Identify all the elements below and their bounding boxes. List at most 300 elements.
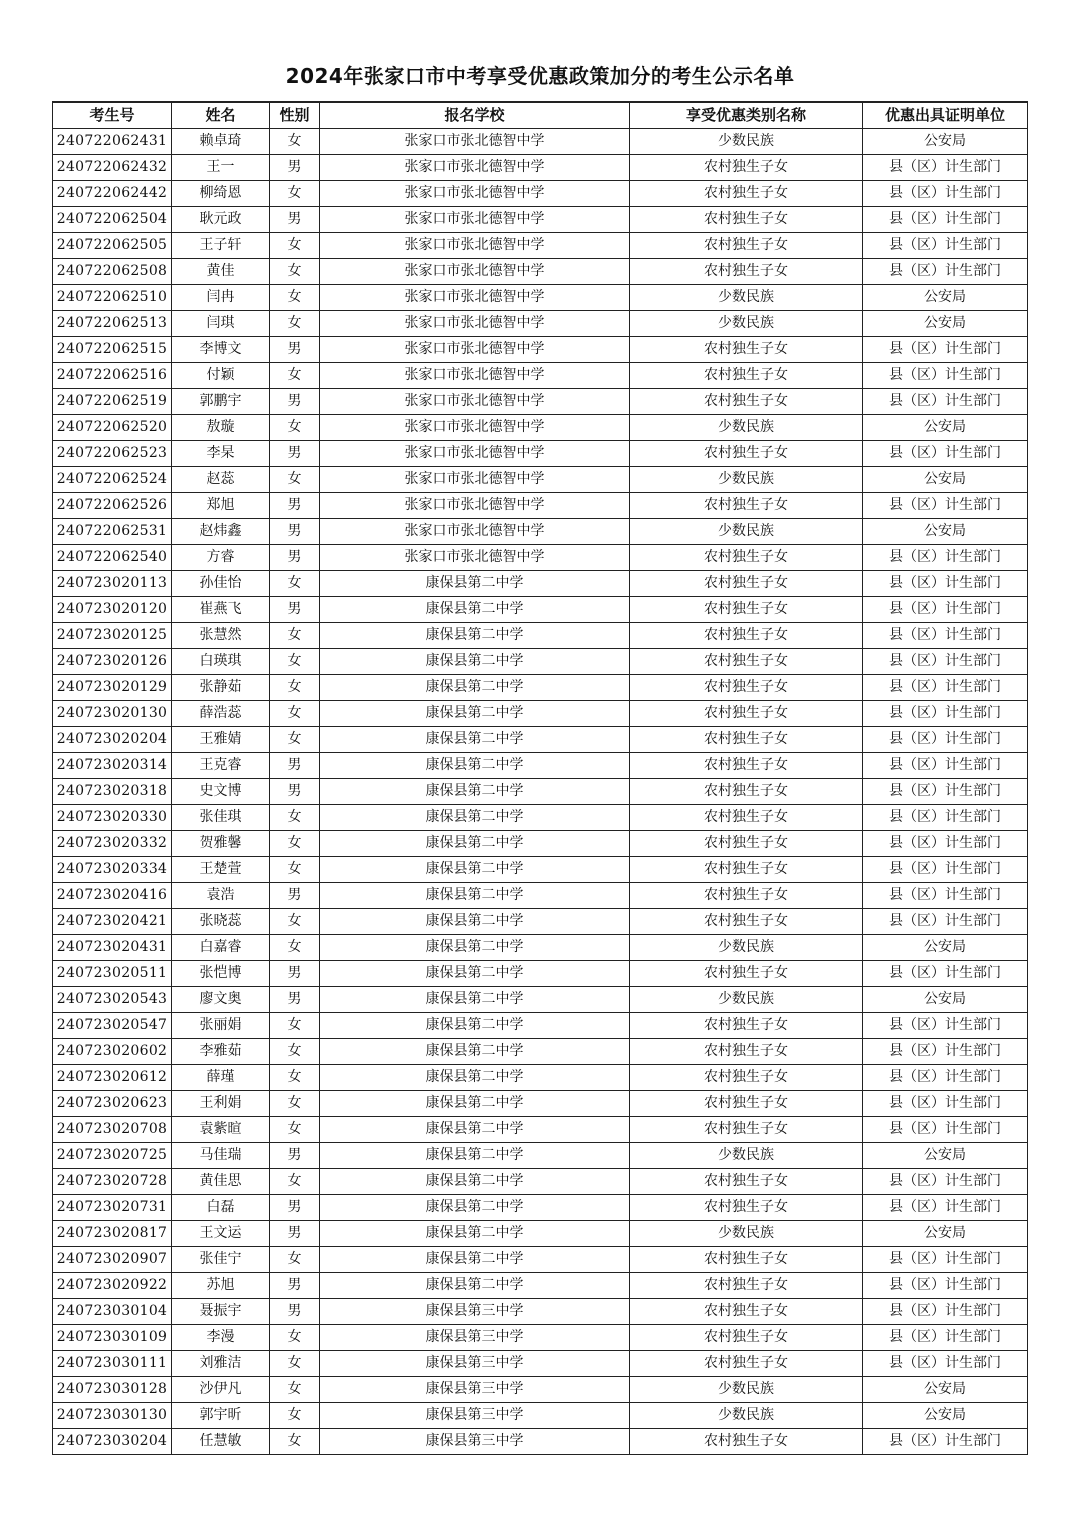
category-cell: 农村独生子女 — [630, 545, 863, 571]
school-cell: 康保县第二中学 — [320, 571, 630, 597]
issuer-cell: 县（区）计生部门 — [863, 571, 1028, 597]
school-cell: 康保县第二中学 — [320, 857, 630, 883]
gender-cell: 女 — [270, 233, 320, 259]
school-cell: 康保县第二中学 — [320, 727, 630, 753]
category-cell: 农村独生子女 — [630, 207, 863, 233]
table-row — [53, 675, 1028, 701]
exam-id-cell: 240723020547 — [53, 1013, 172, 1039]
exam-id-cell: 240723030111 — [53, 1351, 172, 1377]
category-cell: 少数民族 — [630, 1221, 863, 1247]
school-cell: 康保县第二中学 — [320, 883, 630, 909]
category-cell: 农村独生子女 — [630, 779, 863, 805]
name-cell: 沙伊凡 — [172, 1377, 270, 1403]
table-row — [53, 1169, 1028, 1195]
school-cell: 康保县第二中学 — [320, 1013, 630, 1039]
exam-id-cell: 240722062519 — [53, 389, 172, 415]
issuer-cell: 县（区）计生部门 — [863, 1429, 1028, 1455]
table-row — [53, 545, 1028, 571]
issuer-cell: 县（区）计生部门 — [863, 181, 1028, 207]
gender-cell: 女 — [270, 1039, 320, 1065]
name-cell: 王一 — [172, 155, 270, 181]
name-cell: 李漫 — [172, 1325, 270, 1351]
gender-cell: 女 — [270, 467, 320, 493]
name-cell: 耿元政 — [172, 207, 270, 233]
issuer-cell: 县（区）计生部门 — [863, 1013, 1028, 1039]
school-cell: 康保县第二中学 — [320, 1065, 630, 1091]
table-row — [53, 1299, 1028, 1325]
gender-cell: 女 — [270, 1325, 320, 1351]
category-cell: 农村独生子女 — [630, 1351, 863, 1377]
name-cell: 王文运 — [172, 1221, 270, 1247]
table-row — [53, 935, 1028, 961]
issuer-cell: 县（区）计生部门 — [863, 1039, 1028, 1065]
school-cell: 康保县第二中学 — [320, 623, 630, 649]
issuer-cell: 县（区）计生部门 — [863, 337, 1028, 363]
category-cell: 农村独生子女 — [630, 649, 863, 675]
school-cell: 康保县第三中学 — [320, 1403, 630, 1429]
school-cell: 张家口市张北德智中学 — [320, 519, 630, 545]
gender-cell: 女 — [270, 1403, 320, 1429]
gender-cell: 女 — [270, 935, 320, 961]
exam-id-cell: 240723020612 — [53, 1065, 172, 1091]
school-cell: 张家口市张北德智中学 — [320, 233, 630, 259]
exam-id-cell: 240722062513 — [53, 311, 172, 337]
name-cell: 郭鹏宇 — [172, 389, 270, 415]
gender-cell: 女 — [270, 1377, 320, 1403]
school-cell: 张家口市张北德智中学 — [320, 441, 630, 467]
issuer-cell: 公安局 — [863, 467, 1028, 493]
table-row — [53, 961, 1028, 987]
category-cell: 农村独生子女 — [630, 1091, 863, 1117]
school-cell: 张家口市张北德智中学 — [320, 129, 630, 155]
exam-id-cell: 240723020421 — [53, 909, 172, 935]
issuer-cell: 县（区）计生部门 — [863, 597, 1028, 623]
category-cell: 农村独生子女 — [630, 155, 863, 181]
issuer-cell: 县（区）计生部门 — [863, 1247, 1028, 1273]
table-row — [53, 207, 1028, 233]
exam-id-cell: 240723020416 — [53, 883, 172, 909]
issuer-cell: 县（区）计生部门 — [863, 649, 1028, 675]
exam-id-cell: 240723030104 — [53, 1299, 172, 1325]
exam-id-cell: 240722062431 — [53, 129, 172, 155]
gender-cell: 女 — [270, 831, 320, 857]
table-row — [53, 1117, 1028, 1143]
name-cell: 方睿 — [172, 545, 270, 571]
exam-id-cell: 240723020725 — [53, 1143, 172, 1169]
exam-id-cell: 240723020314 — [53, 753, 172, 779]
table-row — [53, 701, 1028, 727]
issuer-cell: 县（区）计生部门 — [863, 1195, 1028, 1221]
school-cell: 张家口市张北德智中学 — [320, 181, 630, 207]
name-cell: 廖文奥 — [172, 987, 270, 1013]
gender-cell: 女 — [270, 1065, 320, 1091]
name-cell: 赖卓琦 — [172, 129, 270, 155]
school-cell: 康保县第三中学 — [320, 1299, 630, 1325]
table-row — [53, 857, 1028, 883]
issuer-cell: 公安局 — [863, 311, 1028, 337]
page-title: 2024年张家口市中考享受优惠政策加分的考生公示名单 — [285, 64, 795, 88]
exam-id-cell: 240723030109 — [53, 1325, 172, 1351]
table-row — [53, 1195, 1028, 1221]
category-cell: 农村独生子女 — [630, 1299, 863, 1325]
category-cell: 农村独生子女 — [630, 1325, 863, 1351]
table-row — [53, 571, 1028, 597]
table-row — [53, 129, 1028, 155]
candidate-table — [52, 101, 1028, 1455]
name-cell: 闫冉 — [172, 285, 270, 311]
school-cell: 张家口市张北德智中学 — [320, 285, 630, 311]
gender-cell: 女 — [270, 909, 320, 935]
school-cell: 康保县第二中学 — [320, 831, 630, 857]
exam-id-cell: 240723020731 — [53, 1195, 172, 1221]
table-row — [53, 363, 1028, 389]
table-row — [53, 1351, 1028, 1377]
gender-cell: 女 — [270, 415, 320, 441]
issuer-cell: 县（区）计生部门 — [863, 1169, 1028, 1195]
name-cell: 闫琪 — [172, 311, 270, 337]
name-cell: 苏旭 — [172, 1273, 270, 1299]
school-cell: 康保县第二中学 — [320, 1273, 630, 1299]
school-cell: 康保县第二中学 — [320, 1143, 630, 1169]
category-cell: 农村独生子女 — [630, 701, 863, 727]
issuer-cell: 县（区）计生部门 — [863, 675, 1028, 701]
issuer-cell: 县（区）计生部门 — [863, 233, 1028, 259]
table-row — [53, 1325, 1028, 1351]
issuer-cell: 县（区）计生部门 — [863, 363, 1028, 389]
category-cell: 农村独生子女 — [630, 727, 863, 753]
header-gender: 性别 — [270, 102, 320, 129]
name-cell: 张丽娟 — [172, 1013, 270, 1039]
header-category: 享受优惠类别名称 — [630, 102, 863, 129]
gender-cell: 男 — [270, 1143, 320, 1169]
category-cell: 农村独生子女 — [630, 441, 863, 467]
name-cell: 袁浩 — [172, 883, 270, 909]
school-cell: 康保县第二中学 — [320, 1039, 630, 1065]
issuer-cell: 公安局 — [863, 935, 1028, 961]
exam-id-cell: 240723020922 — [53, 1273, 172, 1299]
gender-cell: 男 — [270, 961, 320, 987]
table-row — [53, 727, 1028, 753]
exam-id-cell: 240722062520 — [53, 415, 172, 441]
issuer-cell: 县（区）计生部门 — [863, 779, 1028, 805]
school-cell: 康保县第二中学 — [320, 987, 630, 1013]
category-cell: 少数民族 — [630, 311, 863, 337]
exam-id-cell: 240722062504 — [53, 207, 172, 233]
gender-cell: 女 — [270, 129, 320, 155]
school-cell: 张家口市张北德智中学 — [320, 467, 630, 493]
school-cell: 康保县第二中学 — [320, 1195, 630, 1221]
issuer-cell: 县（区）计生部门 — [863, 1299, 1028, 1325]
school-cell: 张家口市张北德智中学 — [320, 259, 630, 285]
issuer-cell: 县（区）计生部门 — [863, 831, 1028, 857]
exam-id-cell: 240723020318 — [53, 779, 172, 805]
school-cell: 康保县第二中学 — [320, 779, 630, 805]
table-row — [53, 155, 1028, 181]
name-cell: 柳绮恩 — [172, 181, 270, 207]
category-cell: 农村独生子女 — [630, 1273, 863, 1299]
exam-id-cell: 240723020204 — [53, 727, 172, 753]
name-cell: 李雅茹 — [172, 1039, 270, 1065]
table-header-row — [53, 102, 1028, 129]
category-cell: 少数民族 — [630, 519, 863, 545]
issuer-cell: 县（区）计生部门 — [863, 727, 1028, 753]
category-cell: 农村独生子女 — [630, 961, 863, 987]
category-cell: 农村独生子女 — [630, 259, 863, 285]
exam-id-cell: 240722062516 — [53, 363, 172, 389]
table-row — [53, 779, 1028, 805]
category-cell: 少数民族 — [630, 129, 863, 155]
category-cell: 农村独生子女 — [630, 883, 863, 909]
school-cell: 康保县第二中学 — [320, 1117, 630, 1143]
exam-id-cell: 240722062515 — [53, 337, 172, 363]
issuer-cell: 公安局 — [863, 987, 1028, 1013]
exam-id-cell: 240722062432 — [53, 155, 172, 181]
name-cell: 郭宇昕 — [172, 1403, 270, 1429]
header-exam-id: 考生号 — [53, 102, 172, 129]
issuer-cell: 县（区）计生部门 — [863, 389, 1028, 415]
gender-cell: 女 — [270, 701, 320, 727]
table-row — [53, 597, 1028, 623]
school-cell: 康保县第三中学 — [320, 1351, 630, 1377]
category-cell: 农村独生子女 — [630, 1039, 863, 1065]
gender-cell: 男 — [270, 519, 320, 545]
exam-id-cell: 240723020330 — [53, 805, 172, 831]
exam-id-cell: 240723020907 — [53, 1247, 172, 1273]
school-cell: 康保县第二中学 — [320, 1221, 630, 1247]
name-cell: 敖璇 — [172, 415, 270, 441]
gender-cell: 男 — [270, 597, 320, 623]
name-cell: 张慧然 — [172, 623, 270, 649]
exam-id-cell: 240723030204 — [53, 1429, 172, 1455]
gender-cell: 女 — [270, 1169, 320, 1195]
name-cell: 王楚萱 — [172, 857, 270, 883]
gender-cell: 男 — [270, 545, 320, 571]
name-cell: 李杲 — [172, 441, 270, 467]
school-cell: 张家口市张北德智中学 — [320, 155, 630, 181]
gender-cell: 女 — [270, 571, 320, 597]
issuer-cell: 公安局 — [863, 519, 1028, 545]
name-cell: 马佳瑞 — [172, 1143, 270, 1169]
name-cell: 薛瑾 — [172, 1065, 270, 1091]
table-row — [53, 493, 1028, 519]
category-cell: 农村独生子女 — [630, 363, 863, 389]
gender-cell: 男 — [270, 1221, 320, 1247]
name-cell: 郑旭 — [172, 493, 270, 519]
school-cell: 康保县第二中学 — [320, 909, 630, 935]
name-cell: 孙佳怡 — [172, 571, 270, 597]
gender-cell: 男 — [270, 753, 320, 779]
table-row — [53, 1013, 1028, 1039]
name-cell: 贺雅馨 — [172, 831, 270, 857]
gender-cell: 女 — [270, 259, 320, 285]
category-cell: 农村独生子女 — [630, 1195, 863, 1221]
issuer-cell: 县（区）计生部门 — [863, 857, 1028, 883]
category-cell: 农村独生子女 — [630, 571, 863, 597]
gender-cell: 女 — [270, 857, 320, 883]
category-cell: 农村独生子女 — [630, 337, 863, 363]
name-cell: 袁紫暄 — [172, 1117, 270, 1143]
school-cell: 张家口市张北德智中学 — [320, 545, 630, 571]
header-name: 姓名 — [172, 102, 270, 129]
school-cell: 张家口市张北德智中学 — [320, 207, 630, 233]
table-row — [53, 831, 1028, 857]
name-cell: 张晓蕊 — [172, 909, 270, 935]
issuer-cell: 县（区）计生部门 — [863, 1065, 1028, 1091]
school-cell: 康保县第二中学 — [320, 935, 630, 961]
gender-cell: 男 — [270, 337, 320, 363]
name-cell: 任慧敏 — [172, 1429, 270, 1455]
exam-id-cell: 240723020728 — [53, 1169, 172, 1195]
issuer-cell: 公安局 — [863, 1221, 1028, 1247]
table-row — [53, 467, 1028, 493]
gender-cell: 男 — [270, 1195, 320, 1221]
category-cell: 少数民族 — [630, 415, 863, 441]
school-cell: 张家口市张北德智中学 — [320, 415, 630, 441]
name-cell: 张佳宁 — [172, 1247, 270, 1273]
gender-cell: 女 — [270, 805, 320, 831]
exam-id-cell: 240723020431 — [53, 935, 172, 961]
category-cell: 少数民族 — [630, 987, 863, 1013]
issuer-cell: 县（区）计生部门 — [863, 1117, 1028, 1143]
gender-cell: 女 — [270, 1013, 320, 1039]
exam-id-cell: 240723020129 — [53, 675, 172, 701]
table-row — [53, 233, 1028, 259]
school-cell: 张家口市张北德智中学 — [320, 389, 630, 415]
category-cell: 农村独生子女 — [630, 1117, 863, 1143]
name-cell: 史文博 — [172, 779, 270, 805]
table-body — [53, 129, 1028, 1455]
header-issuer: 优惠出具证明单位 — [863, 102, 1028, 129]
school-cell: 康保县第二中学 — [320, 597, 630, 623]
issuer-cell: 县（区）计生部门 — [863, 805, 1028, 831]
school-cell: 康保县第二中学 — [320, 753, 630, 779]
category-cell: 农村独生子女 — [630, 623, 863, 649]
category-cell: 农村独生子女 — [630, 909, 863, 935]
issuer-cell: 公安局 — [863, 1143, 1028, 1169]
school-cell: 康保县第二中学 — [320, 1091, 630, 1117]
gender-cell: 女 — [270, 649, 320, 675]
exam-id-cell: 240723020817 — [53, 1221, 172, 1247]
name-cell: 王子轩 — [172, 233, 270, 259]
gender-cell: 女 — [270, 675, 320, 701]
category-cell: 少数民族 — [630, 935, 863, 961]
name-cell: 刘雅洁 — [172, 1351, 270, 1377]
table-row — [53, 649, 1028, 675]
gender-cell: 男 — [270, 207, 320, 233]
exam-id-cell: 240723020332 — [53, 831, 172, 857]
exam-id-cell: 240722062531 — [53, 519, 172, 545]
category-cell: 少数民族 — [630, 467, 863, 493]
gender-cell: 女 — [270, 623, 320, 649]
category-cell: 农村独生子女 — [630, 831, 863, 857]
name-cell: 王克睿 — [172, 753, 270, 779]
table-row — [53, 519, 1028, 545]
category-cell: 少数民族 — [630, 1403, 863, 1429]
table-row — [53, 337, 1028, 363]
issuer-cell: 县（区）计生部门 — [863, 961, 1028, 987]
exam-id-cell: 240723020511 — [53, 961, 172, 987]
issuer-cell: 县（区）计生部门 — [863, 1273, 1028, 1299]
gender-cell: 男 — [270, 441, 320, 467]
school-cell: 康保县第二中学 — [320, 1169, 630, 1195]
name-cell: 赵炜鑫 — [172, 519, 270, 545]
gender-cell: 女 — [270, 1091, 320, 1117]
issuer-cell: 县（区）计生部门 — [863, 883, 1028, 909]
gender-cell: 女 — [270, 181, 320, 207]
name-cell: 黄佳 — [172, 259, 270, 285]
exam-id-cell: 240723020126 — [53, 649, 172, 675]
gender-cell: 女 — [270, 1247, 320, 1273]
school-cell: 张家口市张北德智中学 — [320, 493, 630, 519]
gender-cell: 女 — [270, 1351, 320, 1377]
name-cell: 白瑛琪 — [172, 649, 270, 675]
name-cell: 张静茹 — [172, 675, 270, 701]
category-cell: 农村独生子女 — [630, 1065, 863, 1091]
exam-id-cell: 240722062523 — [53, 441, 172, 467]
school-cell: 康保县第二中学 — [320, 805, 630, 831]
table-row — [53, 1039, 1028, 1065]
name-cell: 王雅婧 — [172, 727, 270, 753]
school-cell: 康保县第二中学 — [320, 649, 630, 675]
exam-id-cell: 240722062442 — [53, 181, 172, 207]
exam-id-cell: 240723030130 — [53, 1403, 172, 1429]
issuer-cell: 县（区）计生部门 — [863, 623, 1028, 649]
school-cell: 康保县第二中学 — [320, 961, 630, 987]
table-row — [53, 311, 1028, 337]
gender-cell: 男 — [270, 155, 320, 181]
exam-id-cell: 240723020125 — [53, 623, 172, 649]
category-cell: 农村独生子女 — [630, 493, 863, 519]
exam-id-cell: 240723030128 — [53, 1377, 172, 1403]
issuer-cell: 公安局 — [863, 1377, 1028, 1403]
table-row — [53, 1429, 1028, 1455]
school-cell: 康保县第二中学 — [320, 701, 630, 727]
table-row — [53, 1143, 1028, 1169]
category-cell: 少数民族 — [630, 1377, 863, 1403]
gender-cell: 男 — [270, 1273, 320, 1299]
category-cell: 农村独生子女 — [630, 1247, 863, 1273]
exam-id-cell: 240722062524 — [53, 467, 172, 493]
gender-cell: 女 — [270, 285, 320, 311]
gender-cell: 女 — [270, 1117, 320, 1143]
school-cell: 张家口市张北德智中学 — [320, 337, 630, 363]
name-cell: 聂振宇 — [172, 1299, 270, 1325]
issuer-cell: 县（区）计生部门 — [863, 155, 1028, 181]
gender-cell: 女 — [270, 363, 320, 389]
issuer-cell: 县（区）计生部门 — [863, 1351, 1028, 1377]
gender-cell: 男 — [270, 1299, 320, 1325]
gender-cell: 男 — [270, 987, 320, 1013]
school-cell: 张家口市张北德智中学 — [320, 363, 630, 389]
table-row — [53, 1247, 1028, 1273]
category-cell: 农村独生子女 — [630, 857, 863, 883]
table-row — [53, 1091, 1028, 1117]
exam-id-cell: 240722062508 — [53, 259, 172, 285]
issuer-cell: 县（区）计生部门 — [863, 909, 1028, 935]
exam-id-cell: 240723020708 — [53, 1117, 172, 1143]
issuer-cell: 县（区）计生部门 — [863, 701, 1028, 727]
gender-cell: 女 — [270, 311, 320, 337]
name-cell: 王利娟 — [172, 1091, 270, 1117]
table-row — [53, 415, 1028, 441]
issuer-cell: 县（区）计生部门 — [863, 1325, 1028, 1351]
category-cell: 少数民族 — [630, 1143, 863, 1169]
category-cell: 农村独生子女 — [630, 181, 863, 207]
issuer-cell: 县（区）计生部门 — [863, 545, 1028, 571]
exam-id-cell: 240722062505 — [53, 233, 172, 259]
issuer-cell: 县（区）计生部门 — [863, 753, 1028, 779]
exam-id-cell: 240723020120 — [53, 597, 172, 623]
